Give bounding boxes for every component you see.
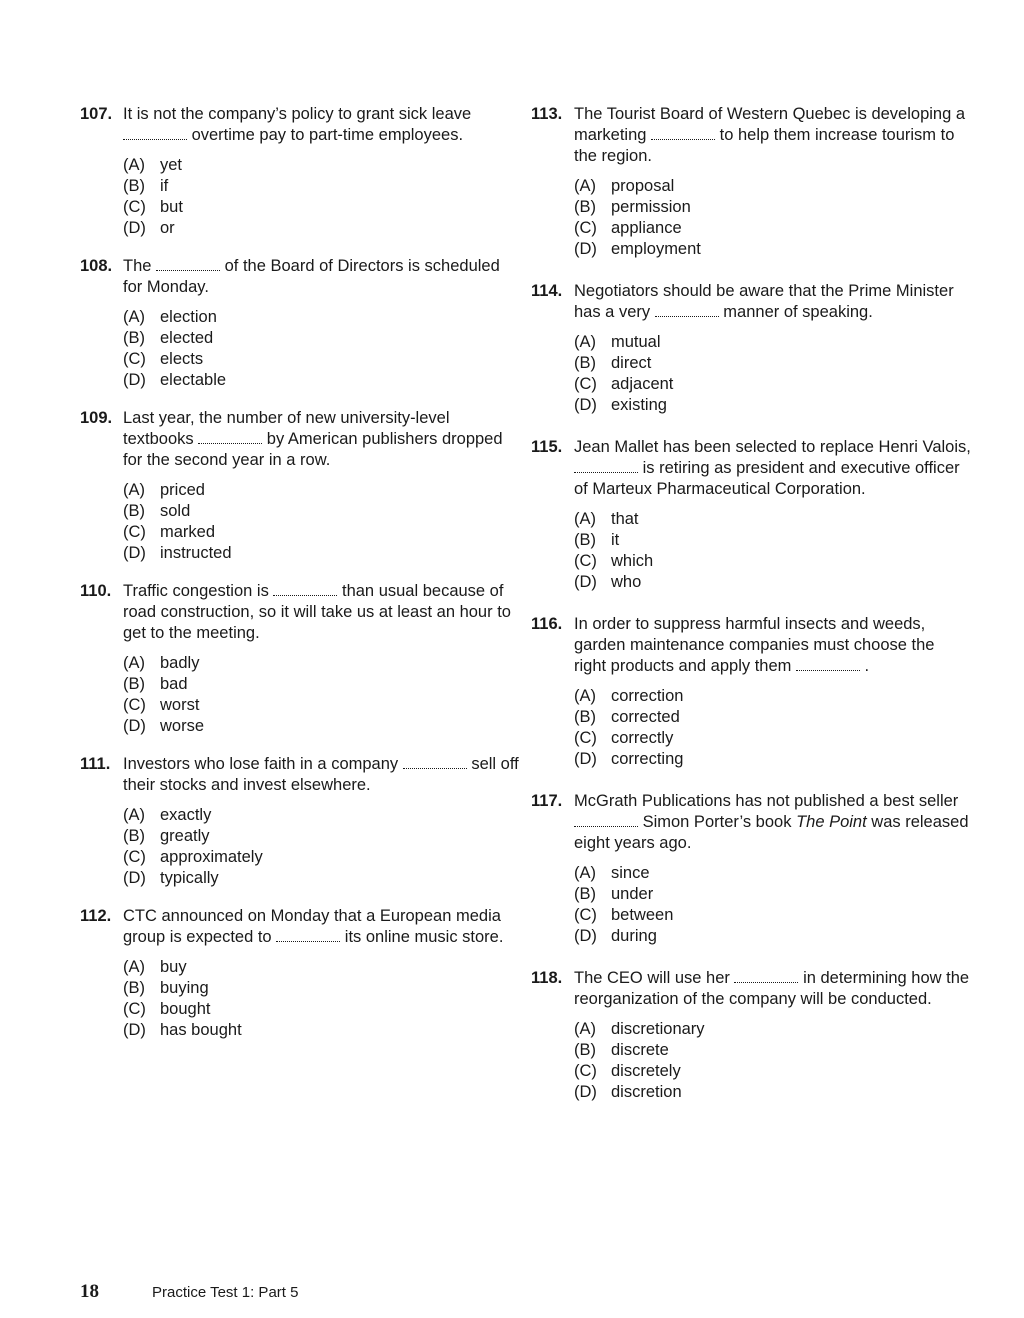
- option-b: (B) corrected: [574, 708, 680, 726]
- option-d: (D) typically: [123, 869, 219, 887]
- option-b: (B) permission: [574, 198, 691, 216]
- option-a: (A) exactly: [123, 806, 212, 824]
- option-b: (B) bad: [123, 675, 188, 693]
- option-b: (B) greatly: [123, 827, 210, 845]
- question-number: 114.: [531, 282, 563, 300]
- option-d: (D) existing: [574, 396, 667, 414]
- question-113: [531, 104, 971, 260]
- options-list: [574, 863, 971, 947]
- page-number: 18: [80, 1281, 99, 1302]
- option-d: (D) has bought: [123, 1021, 242, 1039]
- answer-blank: [734, 968, 798, 983]
- option-c: (C) but: [123, 198, 183, 216]
- question-number: 112.: [80, 907, 112, 925]
- option-d: (D) worse: [123, 717, 205, 735]
- question-stem: Investors who lose faith in a company sell off their stocks and invest elsewhere.: [123, 755, 519, 794]
- question-107: [80, 104, 520, 239]
- question-number: 116.: [531, 615, 563, 633]
- options-list: [123, 155, 520, 239]
- answer-blank: [574, 812, 638, 827]
- left-column: [80, 104, 520, 1041]
- question-number: 111.: [80, 755, 111, 773]
- question-number: 108.: [80, 257, 113, 275]
- option-c: (C) between: [574, 906, 674, 924]
- section-label: Practice Test 1: Part 5: [152, 1284, 299, 1301]
- option-c: (C) correctly: [574, 729, 674, 747]
- answer-blank: [574, 458, 638, 473]
- question-number: 118.: [531, 969, 563, 987]
- book-title: The Point: [796, 813, 867, 831]
- answer-blank: [273, 581, 337, 596]
- option-d: (D) during: [574, 927, 657, 945]
- option-b: (B) elected: [123, 329, 214, 347]
- answer-blank: [156, 256, 220, 271]
- options-list: [574, 509, 971, 593]
- option-d: (D) who: [574, 573, 642, 591]
- option-a: (A) since: [574, 864, 650, 882]
- question-112: [80, 906, 520, 1041]
- question-stem: In order to suppress harmful insects and weeds, garden maintenance companies must choose the right products and apply them .: [574, 615, 935, 675]
- option-b: (B) under: [574, 885, 654, 903]
- answer-blank: [655, 302, 719, 317]
- question-number: 113.: [531, 105, 563, 123]
- option-c: (C) which: [574, 552, 654, 570]
- option-b: (B) sold: [123, 502, 191, 520]
- option-c: (C) appliance: [574, 219, 682, 237]
- options-list: [574, 1019, 971, 1103]
- option-d: (D) electable: [123, 371, 227, 389]
- question-number: 107.: [80, 105, 113, 123]
- option-b: (B) buying: [123, 979, 209, 997]
- question-number: 109.: [80, 409, 113, 427]
- option-d: (D) correcting: [574, 750, 684, 768]
- option-a: (A) buy: [123, 958, 187, 976]
- options-list: [123, 653, 520, 737]
- option-a: (A) badly: [123, 654, 200, 672]
- question-109: [80, 408, 520, 564]
- option-a: (A) that: [574, 510, 639, 528]
- options-list: [123, 805, 520, 889]
- option-a: (A) mutual: [574, 333, 661, 351]
- right-column: [531, 104, 971, 1103]
- question-114: [531, 281, 971, 416]
- question-number: 110.: [80, 582, 112, 600]
- options-list: [574, 176, 971, 260]
- question-number: 117.: [531, 792, 563, 810]
- option-c: (C) discretely: [574, 1062, 681, 1080]
- option-a: (A) priced: [123, 481, 205, 499]
- answer-blank: [796, 656, 860, 671]
- answer-blank: [123, 125, 187, 140]
- question-115: [531, 437, 971, 593]
- question-108: [80, 256, 520, 391]
- answer-blank: [198, 429, 262, 444]
- option-c: (C) marked: [123, 523, 216, 541]
- question-stem: CTC announced on Monday that a European media group is expected to its online music store.: [123, 907, 504, 946]
- question-stem: The CEO will use her in determining how the reorganization of the company will be conducted.: [574, 969, 970, 1008]
- option-d: (D) discretion: [574, 1083, 682, 1101]
- question-111: [80, 754, 520, 889]
- option-a: (A) discretionary: [574, 1020, 705, 1038]
- question-stem: Jean Mallet has been selected to replace Henri Valois, is retiring as president and executive officer of Marteux Pharmaceutical Corporation.: [574, 438, 971, 498]
- option-c: (C) bought: [123, 1000, 211, 1018]
- question-118: [531, 968, 971, 1103]
- option-d: (D) instructed: [123, 544, 232, 562]
- question-stem: The Tourist Board of Western Quebec is developing a marketing to help them increase tourism to the region.: [574, 105, 966, 165]
- option-b: (B) it: [574, 531, 620, 549]
- options-list: [123, 957, 520, 1041]
- question-stem: The of the Board of Directors is scheduled for Monday.: [123, 257, 500, 296]
- question-110: [80, 581, 520, 737]
- question-number: 115.: [531, 438, 563, 456]
- question-stem: Negotiators should be aware that the Prime Minister has a very manner of speaking.: [574, 282, 954, 321]
- question-116: [531, 614, 971, 770]
- answer-blank: [276, 927, 340, 942]
- option-c: (C) elects: [123, 350, 204, 368]
- question-stem: Traffic congestion is than usual because of road construction, so it will take us at least an hour to get to the meeting.: [123, 582, 511, 642]
- answer-blank: [403, 754, 467, 769]
- option-b: (B) if: [123, 177, 169, 195]
- question-stem: Last year, the number of new university-level textbooks by American publishers dropped for the second year in a row.: [123, 409, 503, 469]
- question-stem: It is not the company’s policy to grant sick leave overtime pay to part-time employees.: [123, 105, 472, 144]
- options-list: [574, 332, 971, 416]
- options-list: [574, 686, 971, 770]
- option-d: (D) or: [123, 219, 175, 237]
- option-a: (A) proposal: [574, 177, 675, 195]
- option-c: (C) adjacent: [574, 375, 674, 393]
- question-stem: McGrath Publications has not published a best seller Simon Porter’s book The Point was released eight years ago.: [574, 792, 969, 852]
- option-a: (A) election: [123, 308, 217, 326]
- options-list: [123, 307, 520, 391]
- option-a: (A) yet: [123, 156, 183, 174]
- question-117: [531, 791, 971, 947]
- option-b: (B) direct: [574, 354, 652, 372]
- option-d: (D) employment: [574, 240, 701, 258]
- option-a: (A) correction: [574, 687, 684, 705]
- options-list: [123, 480, 520, 564]
- option-c: (C) approximately: [123, 848, 263, 866]
- option-b: (B) discrete: [574, 1041, 669, 1059]
- answer-blank: [651, 125, 715, 140]
- option-c: (C) worst: [123, 696, 200, 714]
